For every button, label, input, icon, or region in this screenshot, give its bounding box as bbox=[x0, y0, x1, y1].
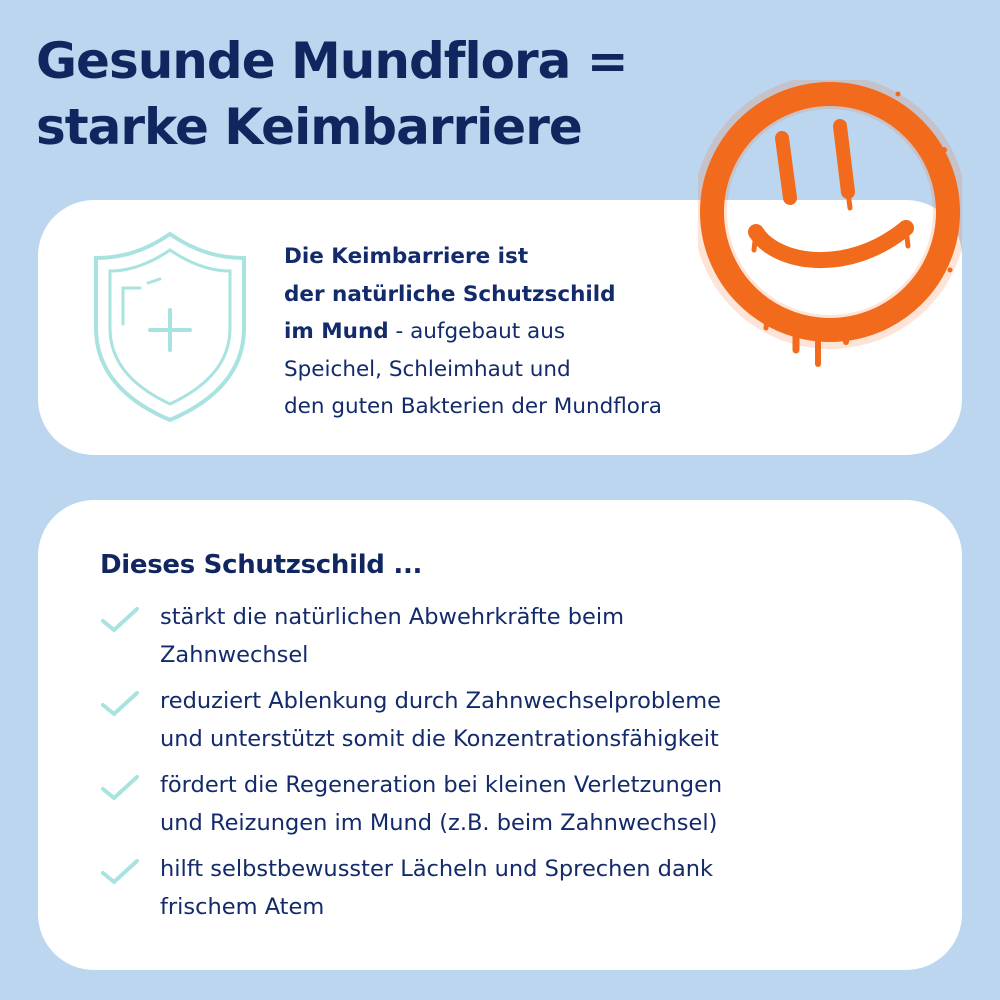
list-item-line-2: Zahnwechsel bbox=[160, 642, 309, 668]
list-item-line-1: reduziert Ablenkung durch Zahnwechselprobleme bbox=[160, 688, 722, 714]
benefits-title: Dieses Schutzschild ... bbox=[100, 550, 423, 580]
checkmark-icon bbox=[100, 606, 140, 634]
list-item bbox=[100, 766, 930, 842]
list-item-line-1: hilft selbstbewusster Lächeln und Sprechen dank bbox=[160, 856, 714, 882]
checkmark-icon bbox=[100, 690, 140, 718]
intro-line-2: der natürliche Schutzschild bbox=[284, 281, 616, 307]
list-item-line-1: stärkt die natürlichen Abwehrkräfte beim bbox=[160, 604, 625, 630]
benefits-card bbox=[38, 500, 962, 970]
checkmark-icon bbox=[100, 858, 140, 886]
intro-line-3-rest: - aufgebaut aus bbox=[388, 319, 566, 344]
headline-line-2: starke Keimbarriere bbox=[36, 98, 582, 156]
intro-line-1: Die Keimbarriere ist bbox=[284, 244, 529, 269]
list-item bbox=[100, 850, 930, 926]
list-item-line-2: frischem Atem bbox=[160, 894, 325, 920]
checkmark-icon bbox=[100, 774, 140, 802]
headline bbox=[36, 28, 628, 160]
spray-paint-smiley bbox=[698, 80, 962, 370]
benefits-list bbox=[100, 598, 930, 934]
list-item-line-1: fördert die Regeneration bei kleinen Verletzungen bbox=[160, 772, 723, 798]
headline-line-1: Gesunde Mundflora = bbox=[36, 32, 628, 90]
intro-line-4: Speichel, Schleimhaut und bbox=[284, 356, 571, 382]
list-item-line-2: und Reizungen im Mund (z.B. beim Zahnwechsel) bbox=[160, 810, 718, 836]
list-item bbox=[100, 682, 930, 758]
intro-line-5: den guten Bakterien der Mundflora bbox=[284, 394, 662, 419]
shield-plus-icon bbox=[90, 228, 250, 424]
list-item-line-2: und unterstützt somit die Konzentrationsfähigkeit bbox=[160, 726, 719, 752]
intro-line-3-bold: im Mund bbox=[284, 319, 389, 344]
list-item bbox=[100, 598, 930, 674]
